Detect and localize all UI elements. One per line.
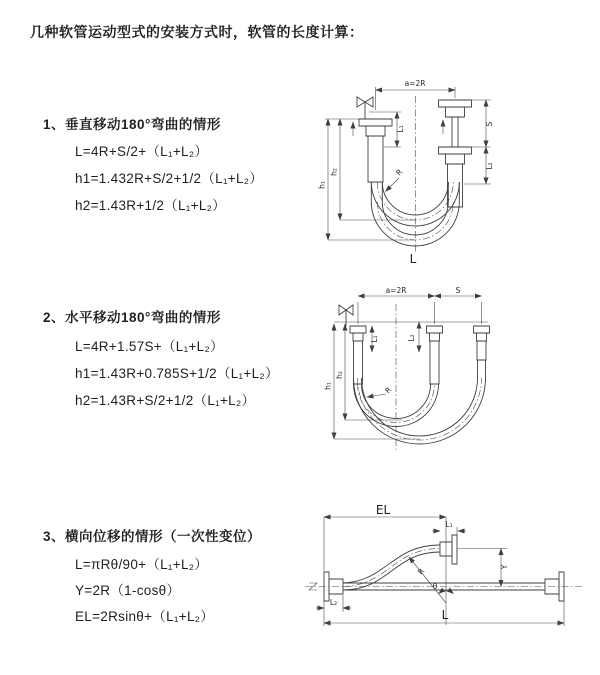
middle-pipe-end xyxy=(427,326,443,384)
dim-label-h1: h₁ xyxy=(317,181,327,189)
hose-u-bend-position2 xyxy=(354,360,486,444)
left-pipe-end xyxy=(359,119,392,182)
dim-label-el: EL xyxy=(375,503,391,517)
dim-label-s: S xyxy=(485,121,494,127)
section1-formula-h1: h1=1.432R+S/2+1/2（L₁+L₂） xyxy=(75,171,264,186)
radius-label: R xyxy=(383,385,394,396)
section1-formula-h2: h2=1.43R+1/2（L₁+L₂） xyxy=(75,198,226,213)
dim-label-y: Y xyxy=(500,564,509,570)
section2-formula-h2: h2=1.43R+S/2+1/2（L₁+L₂） xyxy=(75,393,256,408)
section2-formula-h1: h1=1.43R+0.785S+1/2（L₁+L₂） xyxy=(75,366,279,381)
braided-hose-section xyxy=(477,341,486,360)
angle-label: θ xyxy=(432,582,438,591)
dim-label-l: L xyxy=(441,608,449,622)
section3-heading: 3、横向位移的情形（一次性变位） xyxy=(43,529,262,544)
dim-label-l2: L₂ xyxy=(485,162,494,170)
angle-arc-left xyxy=(439,591,447,594)
right-pipe-end xyxy=(474,326,490,360)
radius-leader xyxy=(367,394,386,397)
section3-formula-Y: Y=2R（1-cosθ） xyxy=(75,583,181,598)
dim-label-a2r: a=2R xyxy=(385,286,407,295)
radius-line xyxy=(409,557,446,603)
section2-heading: 2、水平移动180°弯曲的情形 xyxy=(43,310,221,325)
length-label: L xyxy=(409,252,417,266)
angle-arc-right xyxy=(446,591,454,594)
dim-label-h2: h₂ xyxy=(329,168,339,176)
dim-label-l1: L₁ xyxy=(396,125,405,133)
valve-icon xyxy=(339,305,353,326)
radius-leader xyxy=(386,178,400,192)
dim-label-l1: L₁ xyxy=(445,520,453,529)
diagram-lateral-displacement xyxy=(295,505,595,670)
valve-icon xyxy=(357,97,373,119)
section1-formula-L: L=4R+S/2+（L₁+L₂） xyxy=(75,144,209,159)
dim-label-h2: h₂ xyxy=(335,371,344,379)
dim-label-l2: L₂ xyxy=(407,334,416,342)
braided-hose-section xyxy=(354,341,363,384)
diagram-vertical-180-bend xyxy=(312,72,592,267)
section3-formula-L: L=πRθ/90+（L₁+L₂） xyxy=(75,557,209,572)
radius-label: R xyxy=(415,566,427,577)
page-title: 几种软管运动型式的安装方式时，软管的长度计算： xyxy=(30,24,364,40)
upper-flange-displaced xyxy=(440,535,457,564)
right-pipe-end xyxy=(439,100,472,207)
braided-hose-section xyxy=(430,341,439,384)
dim-label-l2: L₂ xyxy=(329,598,338,607)
radius-label: R xyxy=(394,167,405,178)
dim-label-a2r: a=2R xyxy=(404,79,426,88)
section2-formula-L: L=4R+1.57S+（L₁+L₂） xyxy=(75,339,224,354)
section3-formula-EL: EL=2Rsinθ+（L₁+L₂） xyxy=(75,609,215,624)
dim-label-h1: h₁ xyxy=(323,382,333,390)
section1-heading: 1、垂直移动180°弯曲的情形 xyxy=(43,117,221,132)
diagram-horizontal-180-bend xyxy=(312,282,592,460)
left-pipe-end xyxy=(350,326,366,384)
dim-label-s: S xyxy=(455,286,461,295)
dim-label-l1: L₁ xyxy=(370,335,379,343)
braided-hose-section xyxy=(368,136,383,182)
